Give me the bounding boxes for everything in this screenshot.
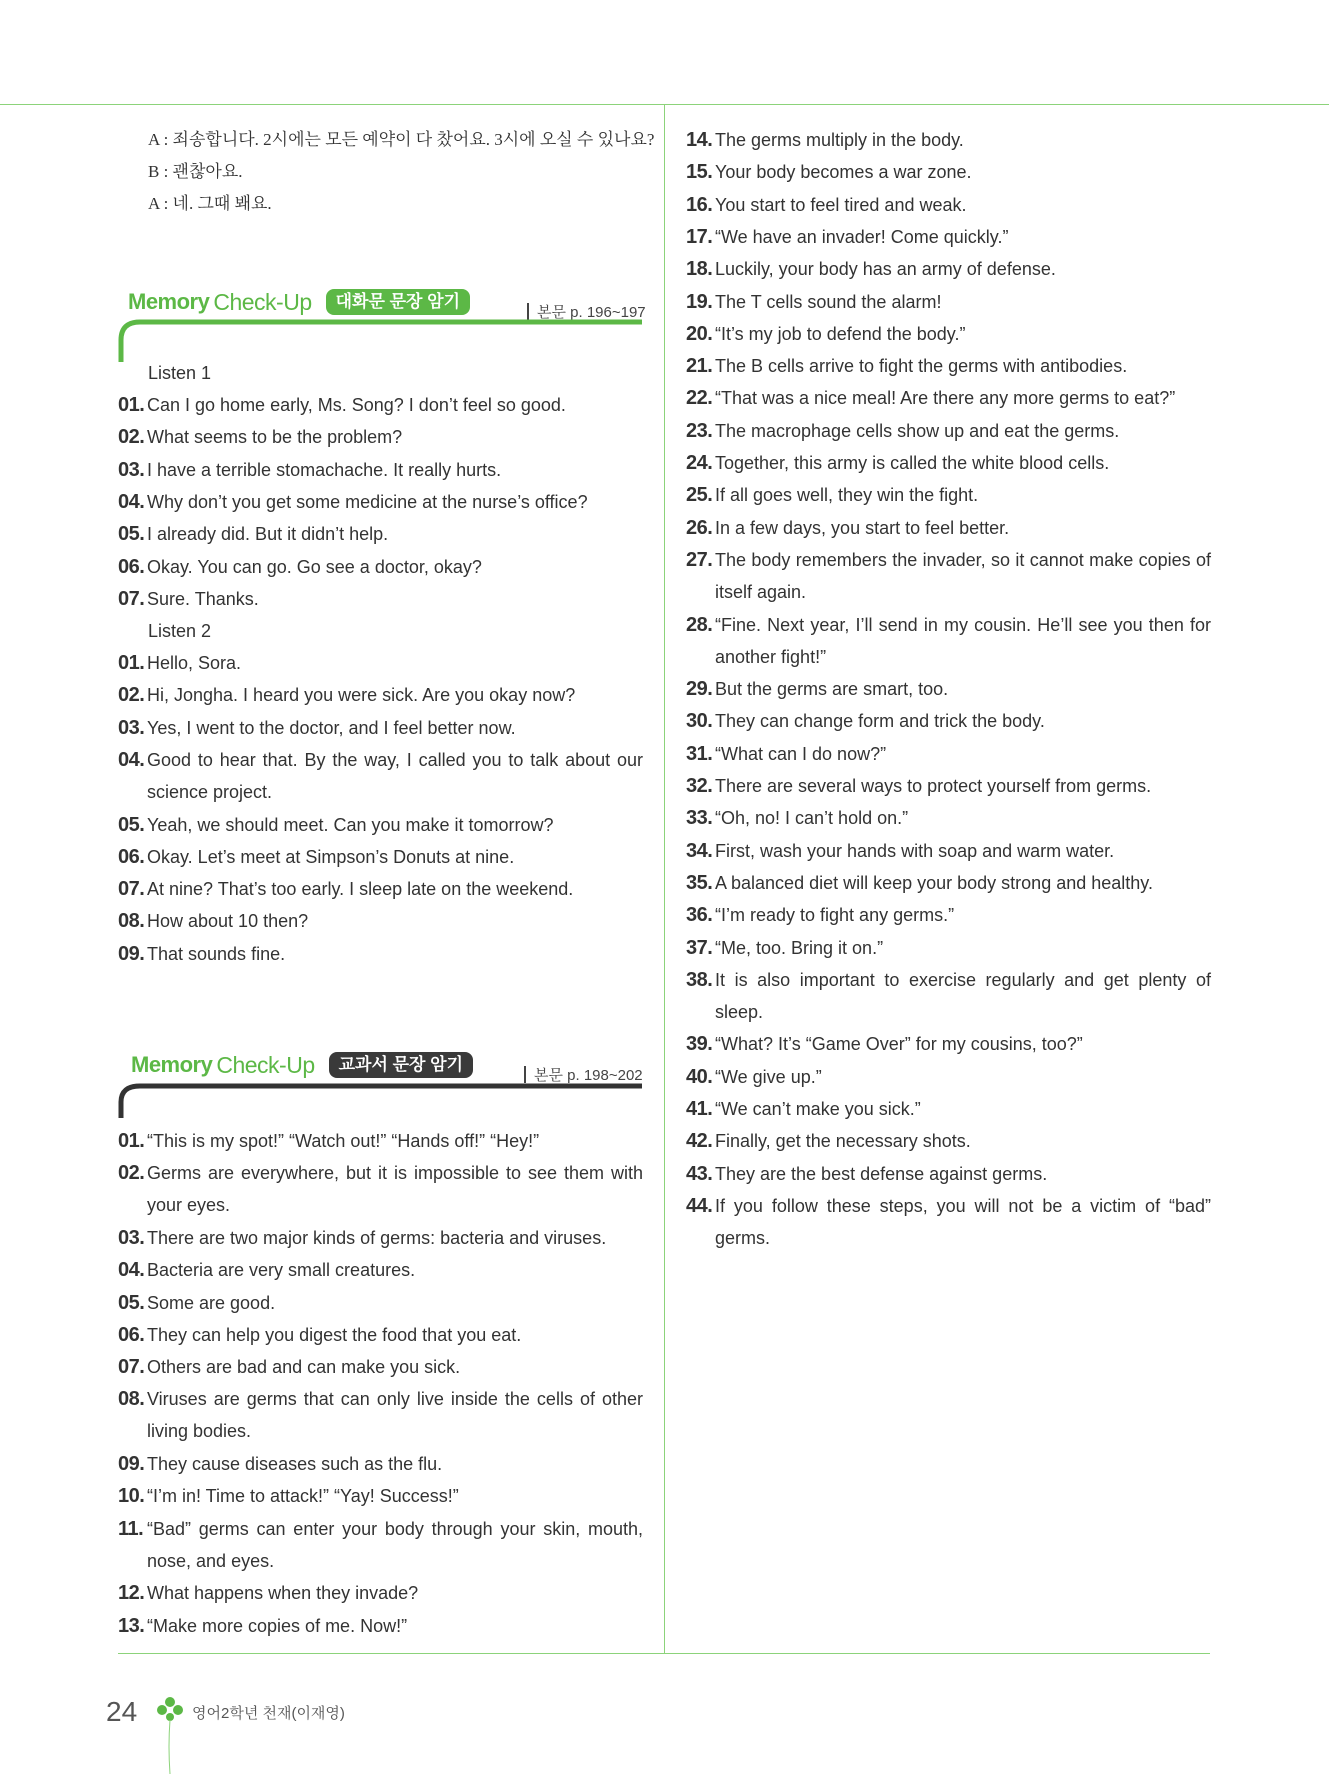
sentence-text: You start to feel tired and weak.: [715, 194, 967, 215]
sentence-text: In a few days, you start to feel better.: [715, 517, 1010, 538]
sentence-number: 08.: [118, 910, 145, 933]
sentence-item: [118, 1480, 643, 1512]
page-number: 24: [106, 1696, 138, 1727]
sentence-number: 01.: [118, 652, 145, 674]
sentence-item: [118, 421, 643, 453]
sentence-number: 22.: [686, 387, 713, 410]
book-title: 영어2학년 천재(이재영): [192, 1705, 345, 1722]
sentence-number: 09.: [118, 942, 145, 965]
sentence-number: 24.: [686, 452, 713, 474]
sentence-item: [118, 551, 643, 583]
column-divider: [664, 104, 665, 1654]
sentence-item: [686, 253, 1211, 285]
sentence-text: “It’s my job to defend the body.”: [715, 323, 966, 344]
section2-page-ref: 본문 p. 198~202: [524, 1064, 643, 1085]
section2-title: [131, 1050, 473, 1080]
sentence-number: 16.: [686, 193, 713, 216]
sentence-item: [118, 1222, 643, 1254]
sentence-number: 27.: [686, 548, 713, 571]
sentence-number: 07.: [118, 587, 145, 610]
sentence-text: There are several ways to protect yourself from germs.: [715, 776, 1152, 796]
listen2-heading: Listen 2: [148, 621, 212, 641]
sentence-number: 08.: [118, 1388, 145, 1411]
sentence-item: [118, 873, 643, 905]
sentence-text: Bacteria are very small creatures.: [147, 1260, 416, 1281]
checkup-label: Check-Up: [213, 288, 312, 315]
sentence-text: Yeah, we should meet. Can you make it tomorrow?: [147, 814, 554, 835]
sentence-number: 12.: [118, 1582, 145, 1605]
sentence-number: 30.: [686, 710, 713, 733]
sentence-number: 21.: [686, 355, 713, 378]
sentence-text: Good to hear that. By the way, I called you to talk about our science project.: [147, 749, 643, 802]
sentence-item: [118, 1610, 643, 1642]
sentence-number: 19.: [686, 290, 713, 313]
sentence-text: “What? It’s “Game Over” for my cousins, too?”: [715, 1034, 1083, 1055]
memory-label: Memory: [128, 289, 210, 314]
sentence-number: 43.: [686, 1162, 713, 1185]
sentence-number: 15.: [686, 161, 713, 184]
sentence-text: What seems to be the problem?: [147, 427, 403, 448]
sentence-text: At nine? That’s too early. I sleep late on the weekend.: [147, 879, 574, 900]
sentence-text: It is also important to exercise regularly and get plenty of sleep.: [715, 969, 1211, 1022]
sentence-item: [686, 350, 1211, 382]
sentence-text: They are the best defense against germs.: [715, 1163, 1048, 1184]
sentence-number: 02.: [118, 426, 145, 449]
sentence-item: [118, 1254, 643, 1286]
sentence-item: [118, 518, 643, 550]
sentence-item: [118, 1287, 643, 1319]
sentence-item: [118, 809, 643, 841]
sentence-number: 41.: [686, 1098, 713, 1120]
sentence-text: “We can’t make you sick.”: [715, 1099, 921, 1119]
sentence-number: 14.: [686, 129, 713, 151]
sentence-item: [686, 189, 1211, 221]
korean-dialog: [148, 124, 654, 220]
sentence-text: There are two major kinds of germs: bacteria and viruses.: [147, 1227, 607, 1248]
sentence-item: [118, 712, 643, 744]
sentence-item: [118, 1448, 643, 1480]
sentence-item: [686, 382, 1211, 414]
sentence-number: 26.: [686, 516, 713, 539]
sentence-item: [686, 156, 1211, 188]
sentence-number: 13.: [118, 1614, 145, 1637]
sentence-text: Luckily, your body has an army of defense.: [715, 259, 1056, 280]
sentence-item: [686, 318, 1211, 350]
sentence-number: 04.: [118, 1259, 145, 1282]
sentence-text: Others are bad and can make you sick.: [147, 1357, 461, 1378]
sentence-text: Some are good.: [147, 1292, 276, 1313]
sentence-text: Sure. Thanks.: [147, 588, 259, 609]
sentence-number: 17.: [686, 225, 713, 248]
sentence-text: “What can I do now?”: [715, 743, 887, 764]
sentence-text: Can I go home early, Ms. Song? I don’t feel so good.: [147, 395, 566, 415]
sentence-number: 37.: [686, 936, 713, 959]
sentence-number: 06.: [118, 555, 145, 578]
sentence-number: 40.: [686, 1065, 713, 1088]
sentence-text: “We have an invader! Come quickly.”: [715, 226, 1009, 247]
dialog-line: A : 죄송합니다. 2시에는 모든 예약이 다 찼어요. 3시에 오실 수 있나요?: [148, 130, 655, 149]
sentence-item: [686, 415, 1211, 447]
sentence-number: 18.: [686, 258, 713, 281]
sentence-number: 29.: [686, 678, 713, 701]
sentence-text: Your body becomes a war zone.: [715, 162, 972, 183]
sentence-item: [686, 447, 1211, 479]
sentence-item: [118, 1157, 643, 1221]
sentence-text: “I’m ready to fight any germs.”: [715, 905, 955, 926]
sentence-item: [686, 899, 1211, 931]
sentence-text: “Fine. Next year, I’ll send in my cousin. He’ll see you then for another fight!”: [715, 614, 1211, 667]
sentence-item: [686, 673, 1211, 705]
sentence-item: [686, 802, 1211, 834]
sentence-text: Viruses are germs that can only live inside the cells of other living bodies.: [147, 1389, 643, 1442]
sentence-number: 20.: [686, 322, 713, 345]
sentence-number: 05.: [118, 523, 145, 546]
sentence-number: 09.: [118, 1453, 145, 1475]
sentence-number: 06.: [118, 845, 145, 868]
sentence-item: [118, 938, 643, 970]
sentence-item: [686, 867, 1211, 899]
sentence-number: 32.: [686, 775, 713, 797]
sentence-item: [686, 932, 1211, 964]
sentence-text: The body remembers the invader, so it cannot make copies of itself again.: [715, 549, 1211, 602]
sentence-item: [118, 583, 643, 615]
sentence-text: “Me, too. Bring it on.”: [715, 937, 884, 958]
sentence-text: Together, this army is called the white blood cells.: [715, 453, 1110, 473]
sentence-number: 44.: [686, 1194, 713, 1217]
sentence-text: But the germs are smart, too.: [715, 679, 949, 700]
sentence-number: 04.: [118, 490, 145, 513]
sentence-item: [686, 1028, 1211, 1060]
sentence-number: 10.: [118, 1485, 145, 1508]
dialog-line: B : 괜찮아요.: [148, 162, 243, 181]
sentence-item: [118, 1577, 643, 1609]
sentence-item: [686, 124, 1211, 156]
sentence-number: 04.: [118, 748, 145, 771]
sentence-item: [686, 738, 1211, 770]
sentence-item: [686, 512, 1211, 544]
sentence-text: Finally, get the necessary shots.: [715, 1131, 971, 1152]
sentence-text: The germs multiply in the body.: [715, 130, 964, 150]
sentence-item: [686, 544, 1211, 608]
sentence-text: I have a terrible stomachache. It really hurts.: [147, 459, 502, 480]
sentence-text: If you follow these steps, you will not be a victim of “bad” germs.: [715, 1195, 1211, 1248]
sentence-text: If all goes well, they win the fight.: [715, 485, 979, 506]
sentence-number: 01.: [118, 394, 145, 416]
sentence-number: 02.: [118, 684, 145, 707]
sentence-item: [118, 1383, 643, 1447]
sentence-item: [118, 905, 643, 937]
sentence-item: [118, 389, 643, 421]
sentence-text: First, wash your hands with soap and warm water.: [715, 840, 1115, 861]
sentence-item: [118, 647, 643, 679]
sentence-text: Germs are everywhere, but it is impossible to see them with your eyes.: [147, 1163, 643, 1216]
sentence-text: “This is my spot!” “Watch out!” “Hands off!” “Hey!”: [147, 1131, 540, 1151]
sentence-text: They can help you digest the food that you eat.: [147, 1324, 522, 1345]
sentence-number: 36.: [686, 904, 713, 927]
sentence-number: 23.: [686, 419, 713, 442]
section2-bracket: [118, 1082, 643, 1120]
sentence-number: 07.: [118, 1356, 145, 1379]
sentence-text: That sounds fine.: [147, 943, 286, 964]
sentence-number: 38.: [686, 968, 713, 991]
sentence-number: 31.: [686, 742, 713, 765]
sentence-text: The macrophage cells show up and eat the germs.: [715, 420, 1120, 441]
sentence-text: The B cells arrive to fight the germs with antibodies.: [715, 356, 1128, 377]
sentence-item: [118, 1319, 643, 1351]
sentence-number: 34.: [686, 839, 713, 862]
sentence-number: 07.: [118, 878, 145, 901]
sentence-item: [686, 1190, 1211, 1254]
sentence-text: Okay. You can go. Go see a doctor, okay?: [147, 556, 482, 577]
sentence-number: 42.: [686, 1130, 713, 1153]
sentence-text: “Oh, no! I can’t hold on.”: [715, 808, 909, 829]
sentence-number: 03.: [118, 1226, 145, 1249]
dialog-line: A : 네. 그때 봬요.: [148, 194, 272, 213]
sentence-text: The T cells sound the alarm!: [715, 291, 942, 312]
clover-icon: [156, 1696, 184, 1776]
sentence-number: 35.: [686, 871, 713, 894]
sentence-number: 28.: [686, 613, 713, 636]
sentence-text: I already did. But it didn’t help.: [147, 524, 389, 545]
sentence-item: [686, 1158, 1211, 1190]
sentence-item: [118, 486, 643, 518]
listen1-heading: Listen 1: [148, 363, 212, 383]
sentence-item: [686, 1093, 1211, 1125]
sentence-text: “We give up.”: [715, 1066, 822, 1087]
section2-badge: 교과서 문장 암기: [329, 1052, 473, 1078]
sentence-item: [118, 1125, 643, 1157]
sentence-text: A balanced diet will keep your body strong and healthy.: [715, 872, 1153, 893]
bottom-rule: [118, 1653, 1210, 1654]
sentence-number: 11.: [118, 1517, 144, 1540]
sentence-item: [118, 1351, 643, 1383]
sentence-number: 25.: [686, 484, 713, 507]
sentence-number: 05.: [118, 813, 145, 836]
sentence-number: 01.: [118, 1130, 145, 1152]
sentence-number: 06.: [118, 1323, 145, 1346]
sentence-text: “I’m in! Time to attack!” “Yay! Success!”: [147, 1486, 459, 1507]
sentence-item: [686, 770, 1211, 802]
sentence-item: [686, 1125, 1211, 1157]
sentence-item: [686, 964, 1211, 1028]
checkup-label: Check-Up: [216, 1051, 315, 1078]
sentence-item: [118, 1513, 643, 1577]
section1-badge: 대화문 문장 암기: [326, 289, 470, 315]
sentence-item: [686, 221, 1211, 253]
sentence-item: [686, 609, 1211, 673]
section1-title: [128, 287, 470, 317]
sentence-number: 03.: [118, 716, 145, 739]
sentence-text: “Bad” germs can enter your body through your skin, mouth, nose, and eyes.: [147, 1518, 643, 1571]
sentence-item: [686, 835, 1211, 867]
sentence-number: 33.: [686, 807, 713, 830]
sentence-text: They cause diseases such as the flu.: [147, 1454, 443, 1474]
sentence-number: 39.: [686, 1033, 713, 1056]
sentence-item: [118, 841, 643, 873]
sentence-text: How about 10 then?: [147, 911, 309, 932]
sentence-item: [118, 744, 643, 808]
sentence-number: 05.: [118, 1291, 145, 1314]
section1-page-ref: 본문 p. 196~197: [527, 301, 646, 322]
sentence-text: Hello, Sora.: [147, 653, 242, 673]
sentence-text: What happens when they invade?: [147, 1583, 419, 1604]
sentence-item: [686, 1061, 1211, 1093]
sentence-number: 03.: [118, 458, 145, 481]
sentence-item: [686, 479, 1211, 511]
sentence-number: 02.: [118, 1162, 145, 1185]
sentence-item: [118, 679, 643, 711]
sentence-text: Hi, Jongha. I heard you were sick. Are you okay now?: [147, 685, 576, 706]
sentence-text: Why don’t you get some medicine at the nurse’s office?: [147, 491, 588, 512]
sentence-text: “Make more copies of me. Now!”: [147, 1615, 408, 1636]
memory-label: Memory: [131, 1052, 213, 1077]
sentence-text: “That was a nice meal! Are there any more germs to eat?”: [715, 388, 1176, 409]
sentence-item: [686, 705, 1211, 737]
sentence-item: [118, 454, 643, 486]
sentence-item: [686, 286, 1211, 318]
sentence-text: Yes, I went to the doctor, and I feel better now.: [147, 717, 516, 738]
sentence-text: They can change form and trick the body.: [715, 711, 1045, 732]
sentence-text: Okay. Let’s meet at Simpson’s Donuts at nine.: [147, 846, 515, 867]
